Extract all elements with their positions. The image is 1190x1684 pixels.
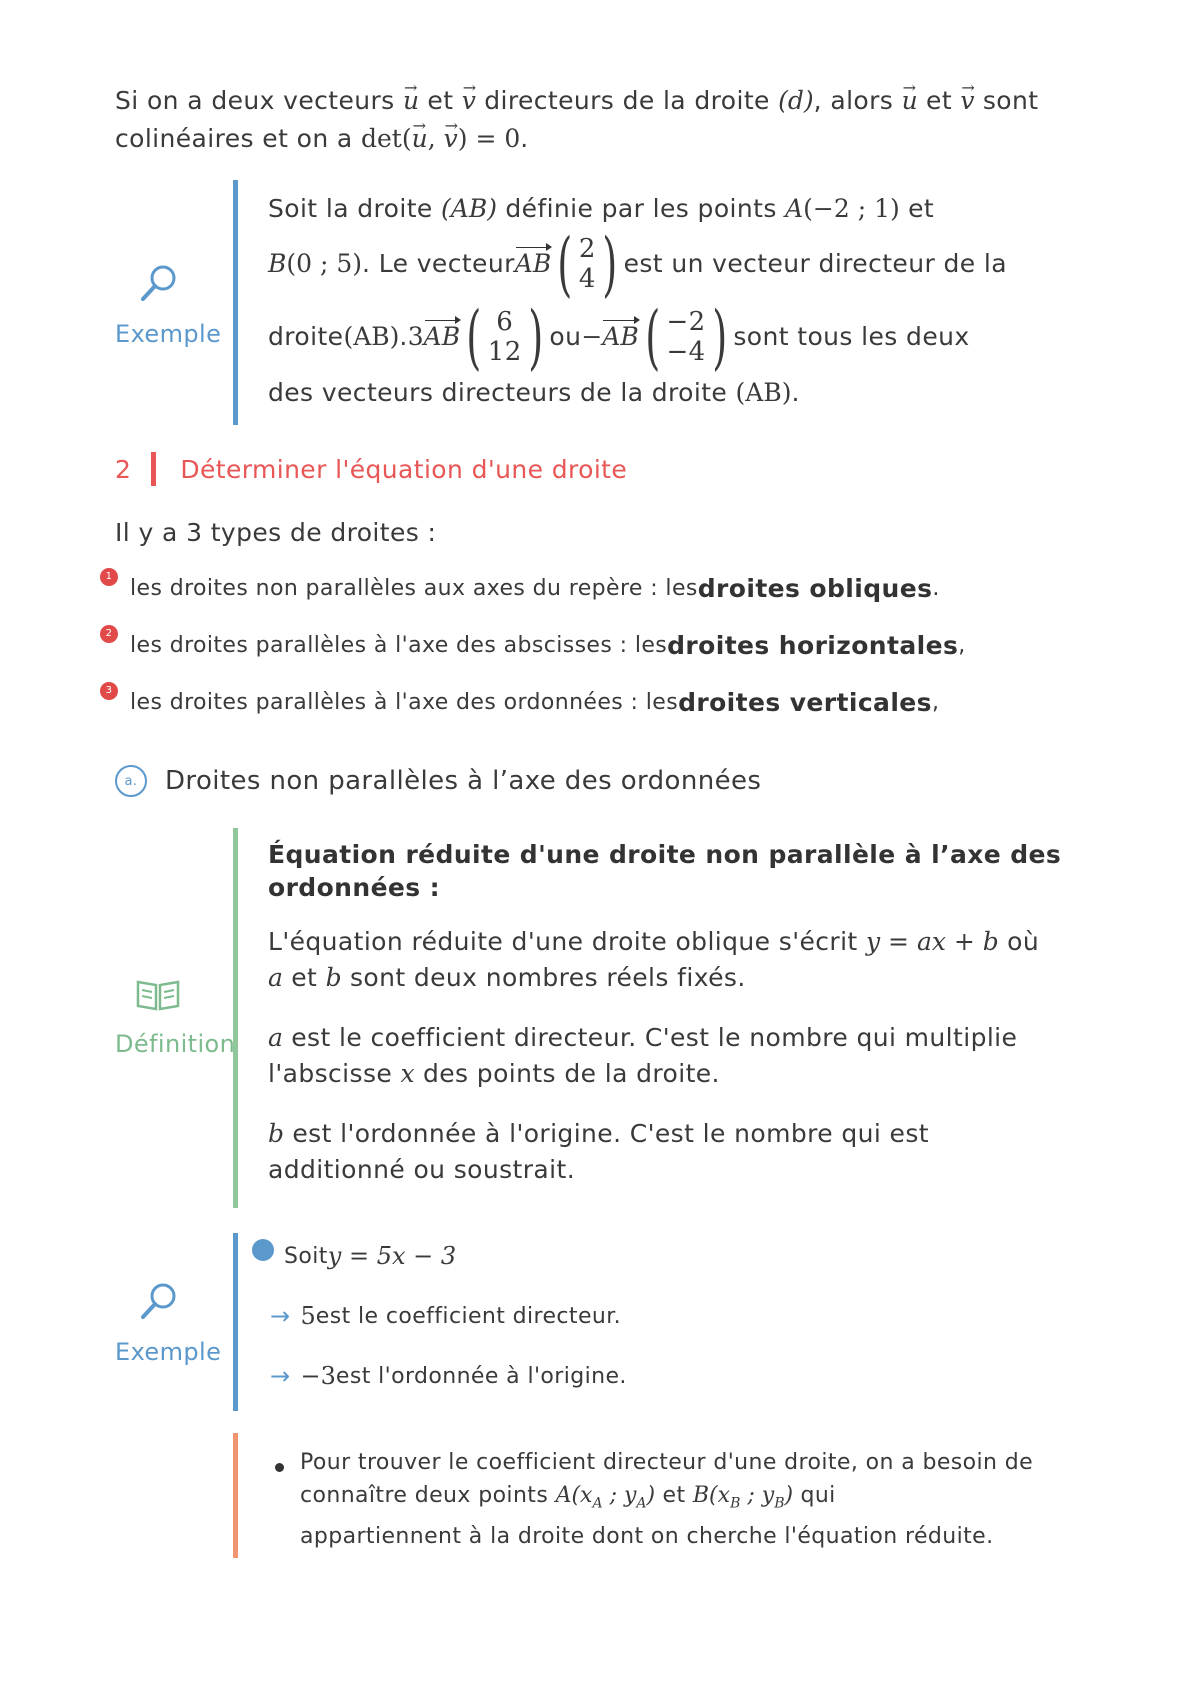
example-bar: [233, 180, 238, 425]
subsection-marker: a.: [115, 765, 147, 797]
example-label: Exemple: [115, 320, 222, 348]
arrow-icon: →: [270, 1362, 291, 1390]
vector-matrix: ( 2 4 ): [557, 223, 618, 305]
list-item: 2 les droites parallèles à l'axe des abscisses : les droites horizontales ,: [100, 631, 966, 660]
bullet-dot: [275, 1463, 284, 1472]
bullet-dot: [252, 1239, 274, 1261]
subsection-heading: [115, 765, 761, 797]
intro-paragraph: Si on a deux vecteurs → u et → v directeurs de la droite (d), alors → u et → v sont colinéaires et on a det(→ u, → v) = 0.: [115, 82, 1075, 158]
section-title: Déterminer l'équation d'une droite: [180, 454, 628, 484]
example-bar: [233, 1233, 238, 1411]
list-item: 1 les droites non parallèles aux axes du repère : les droites obliques .: [100, 574, 940, 603]
book-icon: [135, 978, 181, 1012]
magnifier-icon: [138, 1280, 180, 1322]
note-text: Pour trouver le coefficient directeur d'une droite, on a besoin de connaître deux points $A(x_A$ ; $y_A$) et $B(x_B$ ; $y_B$) qui appartiennent à la droite dont on cherche l'équation réduite.: [300, 1450, 1034, 1550]
section-heading: [115, 452, 627, 486]
definition-bar: [233, 828, 238, 1208]
example-text: Soit y = 5x − 3 → 5 est le coefficient directeur. → −3 est l'ordonnée à l'origine.: [252, 1240, 627, 1420]
section-divider: [151, 452, 156, 486]
number-badge: 3: [100, 682, 118, 700]
definition-title: Équation réduite d'une droite non parallèle à l’axe des ordonnées :: [268, 840, 1062, 902]
subsection-title: Droites non parallèles à l’axe des ordonnées: [165, 766, 762, 796]
vector-matrix: ( −2 −4 ): [644, 296, 728, 378]
vector-matrix: ( 6 12 ): [466, 296, 544, 378]
number-badge: 1: [100, 568, 118, 586]
types-intro: Il y a 3 types de droites :: [115, 518, 437, 547]
note-bar: [233, 1433, 238, 1558]
number-badge: 2: [100, 625, 118, 643]
arrow-icon: →: [270, 1302, 291, 1330]
example-label: Exemple: [115, 1338, 222, 1366]
section-number: 2: [115, 454, 132, 484]
list-item: 3 les droites parallèles à l'axe des ordonnées : les droites verticales ,: [100, 688, 939, 717]
definition-label: Définition: [115, 1030, 236, 1058]
example-text: Soit la droite (AB) définie par les points A(−2 ; 1) et B (0 ; 5) . Le vecteur AB ( 2 4 ) est un vecteur directeur de la droite (AB) . 3 AB ( 6 12 ) ou − AB ( −2 −4 ) sont tous les deux des vecteurs directeurs de la droite (AB).: [268, 194, 1007, 407]
definition-text: Équation réduite d'une droite non parallèle à l’axe des ordonnées : L'équation réduite d'une droite oblique s'écrit y = ax + b où a et b sont deux nombres réels fixés. a est le coefficient directeur. C'est le nombre qui multiplie l'abscisse x des points de la droite. b est l'ordonnée à l'origine. C'est le nombre qui est additionné ou soustrait.: [268, 838, 1088, 1212]
magnifier-icon: [138, 262, 180, 304]
